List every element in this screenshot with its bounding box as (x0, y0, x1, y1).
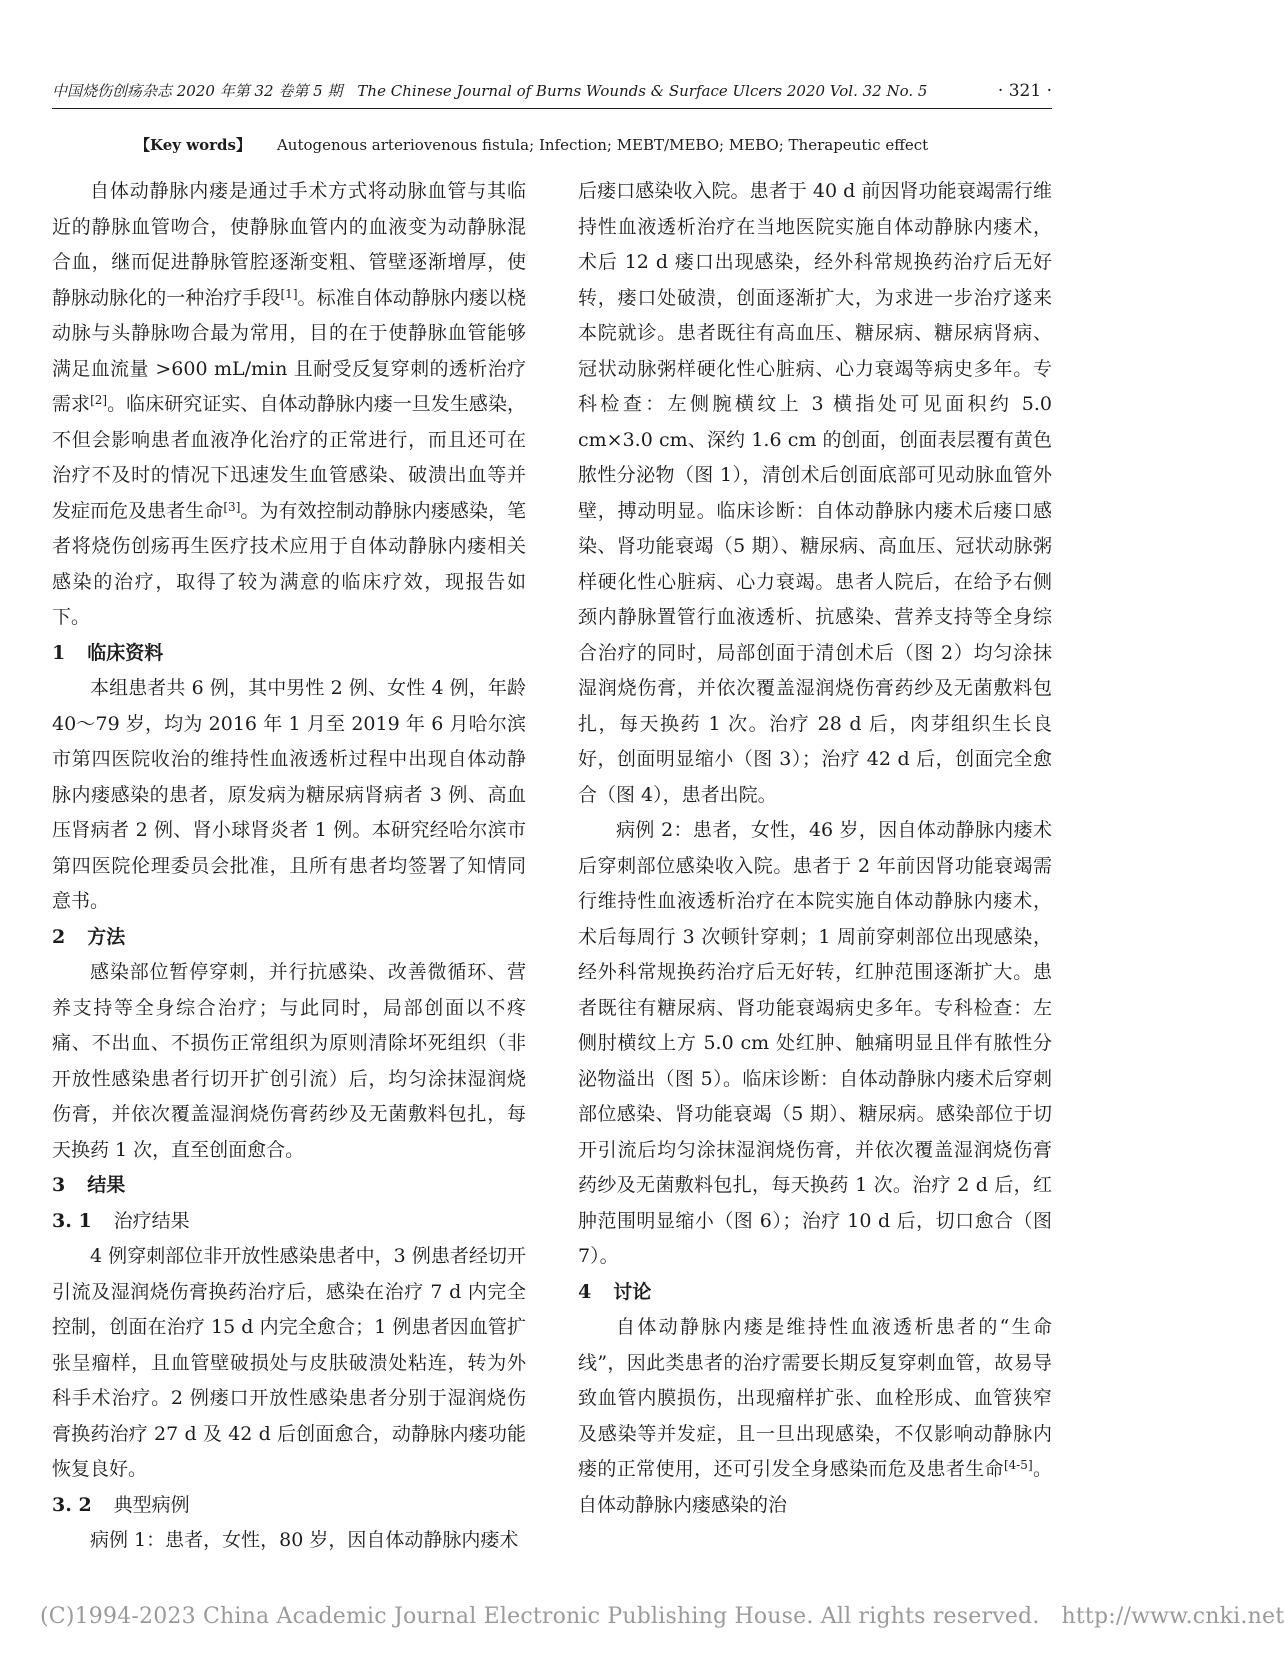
case1-paragraph (52, 1523, 526, 1559)
discussion-text: 。自体动静脉内瘘感染的治 (578, 1458, 1052, 1516)
case1-paragraph-continued: 后瘘口感染收入院。患者于 40 d 前因肾功能衰竭需行维持性血液透析治疗在当地医院实施自体动静脉内瘘术，术后 12 d 瘘口出现感染，经外科常规换药治疗后无好转，瘘口处破溃，创面逐渐扩大，为求进一步治疗遂来本院就诊。患者既往有高血压、糖尿病、糖尿病肾病、冠状动脉粥样硬化性心脏病、心力衰竭等病史多年。专科检查：左侧腕横纹上 3 横指处可见面积约 5.0 cm×3.0 cm、深约 1.6 cm 的创面，创面表层覆有黄色脓性分泌物（图 1），清创术后创面底部可见动脉血管外壁，搏动明显。临床诊断：自体动静脉内瘘术后瘘口感染、肾功能衰竭（5 期）、糖尿病、高血压、冠状动脉粥样硬化性心脏病、心力衰竭。患者人院后，在给予右侧颈内静脉置管行血液透析、抗感染、营养支持等全身综合治疗的同时，局部创面于清创术后（图 2）均匀涂抹湿润烧伤膏，并依次覆盖湿润烧伤膏药纱及无菌敷料包扎，每天换药 1 次。治疗 28 d 后，肉芽组织生长良好，创面明显缩小（图 3）；治疗 42 d 后，创面完全愈合（图 4），患者出院。 (578, 180, 1052, 806)
right-column (578, 174, 1052, 1523)
left-column (52, 174, 526, 1559)
running-header (52, 74, 1052, 108)
citation-ref: [3] (223, 499, 241, 514)
intro-paragraph (52, 174, 526, 636)
section-number: 2 (52, 925, 66, 948)
section-title: 方法 (87, 925, 126, 948)
copyright-footer (40, 1604, 1284, 1629)
section-number: 3 (52, 1174, 66, 1196)
header-divider (52, 108, 1052, 109)
subsection-heading-3-2 (52, 1488, 526, 1524)
discussion-text: 自体动静脉内瘘是维持性血液透析患者的“生命线”，因此类患者的治疗需要长期反复穿刺血管，故易导致血管内膜损伤，出现瘤样扩张、血栓形成、血管狭窄及感染等并发症，且一旦出现感染，不仅影响动静脉内瘘的正常使用，还可引发全身感染而危及患者生命 (578, 1316, 1052, 1480)
section-heading-3 (52, 1168, 526, 1204)
case2-paragraph: 病例 2：患者，女性，46 岁，因自体动静脉内瘘术后穿刺部位感染收入院。患者于 2 年前因肾功能衰竭需行维持性血液透析治疗在本院实施自体动静脉内瘘术，术后每周行 3 次顿针穿刺；1 周前穿刺部位出现感染，经外科常规换药治疗后无好转，红肿范围逐渐扩大。患者既往有糖尿病、肾功能衰竭病史多年。专科检查：左侧肘横纹上方 5.0 cm 处红肿、触痛明显且伴有脓性分泌物溢出（图 5）。临床诊断：自体动静脉内瘘术后穿刺部位感染、肾功能衰竭（5 期）、糖尿病。感染部位于切开引流后均匀涂抹湿润烧伤膏，并依次覆盖湿润烧伤膏药纱及无菌敷料包扎，每天换药 1 次。治疗 2 d 后，红肿范围明显缩小（图 6）；治疗 10 d 后，切口愈合（图 7）。 (578, 819, 1052, 1267)
citation-ref: [2] (90, 393, 108, 407)
results-paragraph: 4 例穿刺部位非开放性感染患者中，3 例患者经切开引流及湿润烧伤膏换药治疗后，感染在治疗 7 d 内完全控制，创面在治疗 15 d 内完全愈合；1 例患者因血管扩张呈瘤样，且血管壁破损处与皮肤破溃处粘连，转为外科手术治疗。2 例瘘口开放性感染患者分别于湿润烧伤膏换药治疗 27 d 及 42 d 后创面愈合，动静脉内瘘功能恢复良好。 (52, 1245, 526, 1480)
section-title: 临床资料 (87, 641, 164, 664)
section-heading-4 (578, 1275, 1052, 1311)
citation-ref: [1] (280, 286, 298, 301)
citation-ref: [4-5] (1003, 1458, 1033, 1472)
section-heading-1 (52, 636, 526, 672)
subsection-number: 3. 2 (52, 1493, 92, 1516)
keywords-text: Autogenous arteriovenous fistula; Infection; MEBT/MEBO; MEBO; Therapeutic effect (276, 136, 929, 154)
section-title: 结果 (87, 1174, 126, 1196)
subsection-heading-3-1 (52, 1204, 526, 1240)
subsection-title: 典型病例 (113, 1493, 190, 1516)
intro-text: 。临床研究证实、自体动静脉内瘘一旦发生感染，不但会影响患者血液净化治疗的正常进行，而且还可在治疗不及时的情况下迅速发生血管感染、破溃出血等并发症而危及患者生命 (52, 393, 526, 522)
section2-paragraph: 感染部位暂停穿刺，并行抗感染、改善微循环、营养支持等全身综合治疗；与此同时，局部创面以不疼痛、不出血、不损伤正常组织为原则清除坏死组织（非开放性感染患者行切开扩创引流）后，均匀涂抹湿润烧伤膏，并依次覆盖湿润烧伤膏药纱及无菌敷料包扎，每天换药 1 次，直至创面愈合。 (52, 961, 526, 1161)
section-heading-2 (52, 920, 526, 956)
section-number: 1 (52, 641, 66, 664)
page-number: · 321 · (997, 81, 1052, 101)
discussion-paragraph (578, 1310, 1052, 1523)
subsection-title: 治疗结果 (113, 1209, 190, 1232)
copyright-text: (C)1994-2023 China Academic Journal Electronic Publishing House. All rights reserved. (40, 1604, 1040, 1629)
intro-text: 。为有效控制动静脉内瘘感染，笔者将烧伤创疡再生医疗技术应用于自体动静脉内瘘相关感染的治疗，取得了较为满意的临床疗效，现报告如下。 (52, 499, 526, 628)
keywords-line (135, 134, 928, 155)
intro-text: 。标准自体动静脉内瘘以桡动脉与头静脉吻合最为常用，目的在于使静脉血管能够满足血流量 >600 mL/min 且耐受反复穿刺的透析治疗需求 (52, 286, 526, 415)
section-number: 4 (578, 1280, 592, 1303)
journal-citation: 中国烧伤创疡杂志 2020 年第 32 卷第 5 期 The Chinese Journal of Burns Wounds & Surface Ulcers 2020 Vol. 32 No. 5 (52, 82, 928, 100)
intro-text: 自体动静脉内瘘是通过手术方式将动脉血管与其临近的静脉血管吻合，使静脉血管内的血液变为动静脉混合血，继而促进静脉管腔逐渐变粗、管壁逐渐增厚，使静脉动脉化的一种治疗手段 (52, 180, 526, 309)
keywords-label: 【Key words】 (135, 136, 251, 154)
section1-paragraph: 本组患者共 6 例，其中男性 2 例、女性 4 例，年龄 40～79 岁，均为 2016 年 1 月至 2019 年 6 月哈尔滨市第四医院收治的维持性血液透析过程中出现自体动静脉内瘘感染的患者，原发病为糖尿病肾病者 3 例、高血压肾病者 2 例、肾小球肾炎者 1 例。本研究经哈尔滨市第四医院伦理委员会批准，且所有患者均签署了知情同意书。 (52, 677, 526, 912)
footer-url: http://www.cnki.net (1061, 1604, 1284, 1629)
subsection-number: 3. 1 (52, 1209, 92, 1232)
case1-text: 病例 1：患者，女性，80 岁，因自体动静脉内瘘术 (90, 1529, 519, 1551)
section-title: 讨论 (613, 1280, 652, 1303)
